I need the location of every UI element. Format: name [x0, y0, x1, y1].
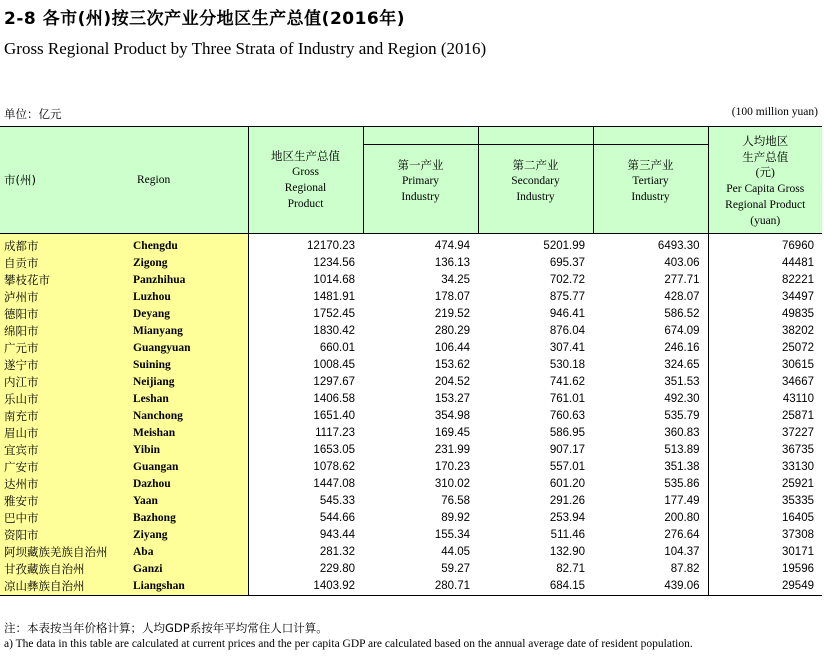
cell-region: Guangyuan [133, 340, 248, 357]
cell-region: Suining [133, 357, 248, 374]
cell-city: 眉山市 [0, 425, 133, 442]
cell-region: Neijiang [133, 374, 248, 391]
cell-grp: 660.01 [248, 340, 363, 357]
table-body [0, 234, 822, 596]
table-row [0, 561, 822, 578]
cell-primary: 155.34 [434, 529, 470, 541]
cell-grp: 1830.42 [248, 323, 363, 340]
cell-region: Guangan [133, 459, 248, 476]
cell-region: Leshan [133, 391, 248, 408]
cell-region: Chengdu [133, 234, 248, 256]
cell-secondary: 876.04 [549, 325, 585, 337]
table-row [0, 493, 822, 510]
cell-primary: 280.29 [434, 325, 470, 337]
cell-city: 成都市 [0, 234, 133, 256]
cell-secondary: 761.01 [549, 393, 585, 405]
cell-grp: 1234.56 [248, 255, 363, 272]
table-row [0, 234, 822, 256]
cell-per-capita: 25072 [708, 340, 822, 357]
cell-region: Dazhou [133, 476, 248, 493]
cell-per-capita: 19596 [708, 561, 822, 578]
cell-secondary: 291.26 [549, 495, 585, 507]
table-row [0, 357, 822, 374]
cell-per-capita: 34667 [708, 374, 822, 391]
cell-grp: 1297.67 [248, 374, 363, 391]
cell-region: Liangshan [133, 578, 248, 596]
cell-per-capita: 35335 [708, 493, 822, 510]
cell-per-capita: 30615 [708, 357, 822, 374]
cell-tertiary: 535.86 [664, 478, 700, 490]
cell-region: Panzhihua [133, 272, 248, 289]
cell-per-capita: 76960 [708, 234, 822, 256]
cell-city: 广安市 [0, 459, 133, 476]
cell-region: Yibin [133, 442, 248, 459]
cell-per-capita: 44481 [708, 255, 822, 272]
header-region: Region [133, 127, 248, 234]
cell-grp: 1481.91 [248, 289, 363, 306]
cell-per-capita: 30171 [708, 544, 822, 561]
cell-secondary: 530.18 [549, 359, 585, 371]
cell-secondary: 907.17 [549, 444, 585, 456]
cell-region: Mianyang [133, 323, 248, 340]
table-row [0, 323, 822, 340]
table-row [0, 425, 822, 442]
page-title-en: Gross Regional Product by Three Strata of Industry and Region (2016) [4, 39, 487, 58]
cell-grp: 544.66 [248, 510, 363, 527]
cell-city: 遂宁市 [0, 357, 133, 374]
cell-grp: 1406.58 [248, 391, 363, 408]
cell-city: 达州市 [0, 476, 133, 493]
cell-region: Nanchong [133, 408, 248, 425]
cell-region: Luzhou [133, 289, 248, 306]
cell-city: 泸州市 [0, 289, 133, 306]
cell-per-capita: 29549 [708, 578, 822, 596]
cell-secondary: 601.20 [549, 478, 585, 490]
cell-per-capita: 16405 [708, 510, 822, 527]
cell-grp: 12170.23 [248, 234, 363, 256]
cell-tertiary: 277.71 [664, 274, 700, 286]
cell-secondary: 684.15 [478, 578, 593, 596]
cell-primary: 44.05 [441, 546, 470, 558]
cell-primary: 106.44 [434, 342, 470, 354]
cell-secondary: 511.46 [550, 529, 585, 541]
cell-grp: 1447.08 [248, 476, 363, 493]
cell-per-capita: 33130 [708, 459, 822, 476]
table-row [0, 255, 822, 272]
cell-tertiary: 87.82 [670, 563, 700, 575]
cell-primary: 153.27 [434, 393, 470, 405]
cell-secondary: 741.62 [549, 376, 585, 388]
cell-grp: 1651.40 [248, 408, 363, 425]
cell-tertiary: 535.79 [664, 410, 700, 422]
cell-primary: 34.25 [441, 274, 470, 286]
cell-grp: 1078.62 [248, 459, 363, 476]
cell-region: Deyang [133, 306, 248, 323]
cell-grp: 1008.45 [248, 357, 363, 374]
cell-city: 乐山市 [0, 391, 133, 408]
cell-grp: 1653.05 [248, 442, 363, 459]
cell-per-capita: 37308 [708, 527, 822, 544]
cell-per-capita: 37227 [708, 425, 822, 442]
table-row [0, 289, 822, 306]
cell-tertiary: 403.06 [664, 257, 700, 269]
cell-secondary: 5201.99 [543, 240, 585, 252]
header-grp: 地区生产总值 Gross Regional Product [248, 127, 363, 234]
cell-primary: 170.23 [434, 461, 470, 473]
cell-grp: 943.44 [248, 527, 363, 544]
cell-secondary: 132.90 [549, 546, 585, 558]
header-city: 市(州) [0, 127, 133, 234]
table-row [0, 578, 822, 596]
cell-grp: 1117.23 [248, 425, 363, 442]
cell-tertiary: 104.37 [664, 546, 700, 558]
header-primary: 第一产业 Primary Industry [363, 145, 478, 234]
cell-per-capita: 25871 [708, 408, 822, 425]
cell-city: 内江市 [0, 374, 133, 391]
table-row [0, 272, 822, 289]
table-row [0, 459, 822, 476]
cell-primary: 136.13 [434, 257, 470, 269]
cell-primary: 178.07 [434, 291, 470, 303]
cell-city: 甘孜藏族自治州 [0, 561, 133, 578]
cell-primary: 231.99 [434, 444, 470, 456]
cell-primary: 354.98 [434, 410, 470, 422]
unit-label-cn: 单位：亿元 [4, 107, 62, 121]
cell-secondary: 586.95 [549, 427, 585, 439]
cell-secondary: 695.37 [549, 257, 585, 269]
cell-primary: 76.58 [441, 495, 470, 507]
cell-tertiary: 428.07 [664, 291, 700, 303]
cell-region: Yaan [133, 493, 248, 510]
cell-tertiary: 674.09 [664, 325, 700, 337]
cell-per-capita: 49835 [708, 306, 822, 323]
cell-grp: 281.32 [248, 544, 363, 561]
cell-region: Meishan [133, 425, 248, 442]
cell-city: 阿坝藏族羌族自治州 [0, 544, 133, 561]
cell-city: 广元市 [0, 340, 133, 357]
gdp-table [0, 126, 822, 596]
table-row [0, 442, 822, 459]
cell-city: 自贡市 [0, 255, 133, 272]
table-row [0, 527, 822, 544]
cell-primary: 280.71 [363, 578, 478, 596]
cell-primary: 169.45 [434, 427, 470, 439]
cell-per-capita: 36735 [708, 442, 822, 459]
cell-per-capita: 38202 [708, 323, 822, 340]
cell-region: Ganzi [133, 561, 248, 578]
cell-region: Zigong [133, 255, 248, 272]
cell-per-capita: 34497 [708, 289, 822, 306]
table-row [0, 510, 822, 527]
cell-tertiary: 324.65 [664, 359, 700, 371]
cell-per-capita: 43110 [708, 391, 822, 408]
table-row [0, 476, 822, 493]
cell-grp: 1752.45 [248, 306, 363, 323]
cell-city: 凉山彝族自治州 [0, 578, 133, 596]
cell-city: 雅安市 [0, 493, 133, 510]
cell-tertiary: 439.06 [593, 578, 708, 596]
header-secondary-cn [478, 127, 593, 145]
cell-grp: 545.33 [248, 493, 363, 510]
cell-tertiary: 513.89 [664, 444, 700, 456]
cell-primary: 59.27 [441, 563, 470, 575]
table-row [0, 340, 822, 357]
cell-primary: 474.94 [434, 240, 470, 252]
table-row [0, 408, 822, 425]
table-row [0, 391, 822, 408]
cell-tertiary: 276.64 [664, 529, 700, 541]
cell-region: Aba [133, 544, 248, 561]
cell-secondary: 946.41 [549, 308, 585, 320]
cell-secondary: 557.01 [549, 461, 585, 473]
cell-city: 巴中市 [0, 510, 133, 527]
cell-secondary: 307.41 [549, 342, 585, 354]
cell-tertiary: 586.52 [664, 308, 700, 320]
footnote-en: a) The data in this table are calculated at current prices and the per capita GDP are calculated based on the annual average date of resident population. [4, 638, 693, 650]
cell-grp: 1014.68 [248, 272, 363, 289]
cell-secondary: 760.63 [549, 410, 585, 422]
cell-city: 德阳市 [0, 306, 133, 323]
cell-grp: 1403.92 [248, 578, 363, 596]
cell-city: 宜宾市 [0, 442, 133, 459]
cell-per-capita: 25921 [708, 476, 822, 493]
header-secondary: 第二产业 Secondary Industry [478, 145, 593, 234]
cell-primary: 310.02 [434, 478, 470, 490]
header-per-capita: 人均地区 生产总值 (元) Per Capita Gross Regional Product (yuan) [708, 127, 822, 234]
cell-primary: 219.52 [434, 308, 470, 320]
cell-secondary: 253.94 [549, 512, 585, 524]
cell-secondary: 702.72 [549, 274, 585, 286]
header-primary-cn [363, 127, 478, 145]
cell-per-capita: 82221 [708, 272, 822, 289]
unit-label-en: (100 million yuan) [731, 106, 818, 118]
cell-tertiary: 200.80 [664, 512, 700, 524]
cell-primary: 204.52 [434, 376, 470, 388]
cell-tertiary: 360.83 [664, 427, 700, 439]
cell-tertiary: 351.38 [664, 461, 700, 473]
cell-secondary: 82.71 [556, 563, 585, 575]
cell-tertiary: 492.30 [664, 393, 700, 405]
cell-city: 绵阳市 [0, 323, 133, 340]
header-tertiary: 第三产业 Tertiary Industry [593, 145, 708, 234]
cell-primary: 89.92 [441, 512, 470, 524]
page-title-cn: 2-8 各市(州)按三次产业分地区生产总值(2016年) [4, 9, 406, 29]
cell-tertiary: 177.49 [664, 495, 700, 507]
table-row [0, 374, 822, 391]
cell-city: 攀枝花市 [0, 272, 133, 289]
cell-city: 南充市 [0, 408, 133, 425]
table-row [0, 544, 822, 561]
cell-tertiary: 6493.30 [657, 240, 700, 252]
cell-grp: 229.80 [248, 561, 363, 578]
cell-region: Ziyang [133, 527, 248, 544]
cell-tertiary: 351.53 [664, 376, 700, 388]
cell-secondary: 875.77 [549, 291, 585, 303]
cell-tertiary: 246.16 [664, 342, 700, 354]
cell-primary: 153.62 [434, 359, 470, 371]
header-tertiary-cn [593, 127, 708, 145]
cell-city: 资阳市 [0, 527, 133, 544]
table-row [0, 306, 822, 323]
footnote-cn: 注：本表按当年价格计算；人均GDP系按年平均常住人口计算。 [4, 621, 328, 635]
cell-region: Bazhong [133, 510, 248, 527]
